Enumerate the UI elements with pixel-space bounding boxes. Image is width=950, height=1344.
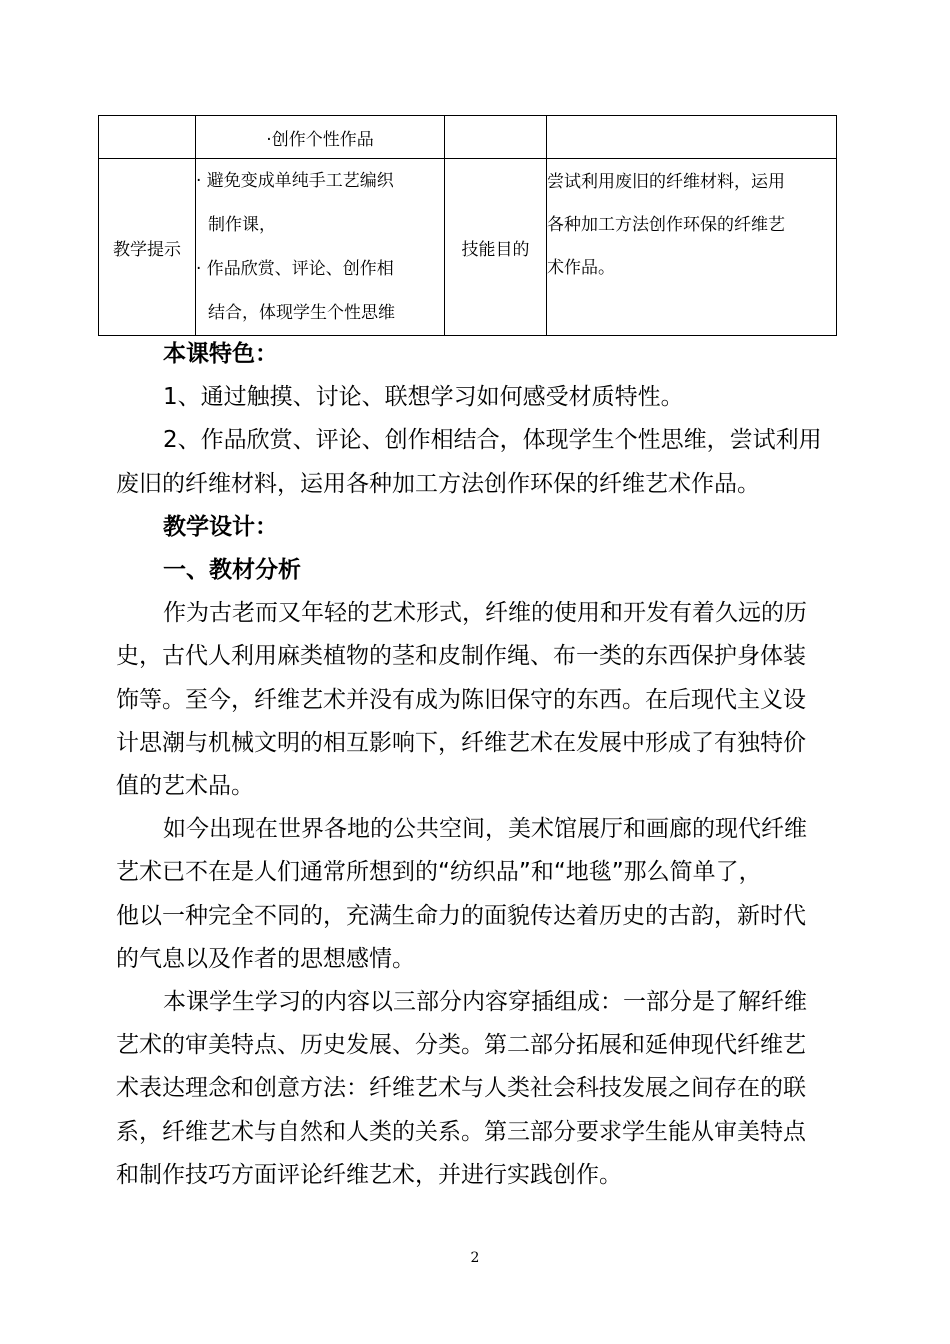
section-heading: 一、教材分析 [163,557,301,584]
paragraph-line: 本课学生学习的内容以三部分内容穿插组成：一部分是了解纤维 [163,989,807,1016]
skill-goal-content [547,159,837,336]
creative-work-text: ·创作个性作品 [266,129,374,150]
table-cell [196,116,445,159]
paragraph-line: 他以一种完全不同的，充满生命力的面貌传达着历史的古韵，新时代 [116,902,806,929]
design-heading: 教学设计： [163,513,278,540]
feature-item-line: 2、作品欣赏、评论、创作相结合，体现学生个性思维，尝试利用 [163,427,822,454]
table-row [99,116,837,159]
page-number: 2 [470,1250,480,1266]
table-cell-empty [445,116,547,159]
feature-item-line: 废旧的纤维材料，运用各种加工方法创作环保的纤维艺术作品。 [116,470,760,497]
tips-line: · 避免变成单纯手工艺编织 [196,171,394,191]
tips-line: 结合，体现学生个性思维 [208,303,395,323]
tips-line: · 作品欣赏、评论、创作相 [196,259,394,279]
tips-line: 制作课， [208,215,276,235]
body-text [116,333,840,1197]
paragraph-line: 术表达理念和创意方法：纤维艺术与人类社会科技发展之间存在的联 [116,1075,806,1102]
table-cell-empty [99,116,196,159]
teaching-tips-label: 教学提示 [113,239,181,260]
paragraph-line: 如今出现在世界各地的公共空间，美术馆展厅和画廊的现代纤维 [163,816,807,843]
paragraph-line: 饰等。至今，纤维艺术并没有成为陈旧保守的东西。在后现代主义设 [116,686,806,713]
table-row [99,159,837,336]
paragraph-line: 的气息以及作者的思想感情。 [116,945,415,972]
info-table [98,115,837,336]
paragraph-line: 艺术的审美特点、历史发展、分类。第二部分拓展和延伸现代纤维艺 [116,1032,806,1059]
skill-goal-label: 技能目的 [461,239,530,260]
teaching-tips-content [196,159,445,336]
paragraph-line: 作为古老而又年轻的艺术形式，纤维的使用和开发有着久远的历 [163,600,807,627]
paragraph-line: 系，纤维艺术与自然和人类的关系。第三部分要求学生能从审美特点 [116,1118,806,1145]
paragraph-line: 值的艺术品。 [116,773,254,800]
table-cell-label [99,159,196,336]
table-cell-label [445,159,547,336]
paragraph-line: 史，古代人利用麻类植物的茎和皮制作绳、布一类的东西保护身体装 [116,643,806,670]
paragraph-line: 艺术已不在是人们通常所想到的“纺织品”和“地毯”那么简单了， [116,859,762,886]
skill-line: 各种加工方法创作环保的纤维艺 [547,215,785,235]
feature-item: 1、通过触摸、讨论、联想学习如何感受材质特性。 [163,384,684,411]
features-heading: 本课特色： [163,341,278,367]
paragraph-line: 和制作技巧方面评论纤维艺术，并进行实践创作。 [116,1161,622,1188]
paragraph-line: 计思潮与机械文明的相互影响下，纤维艺术在发展中形成了有独特价 [116,729,806,756]
skill-line: 尝试利用废旧的纤维材料，运用 [547,172,785,192]
table-cell-empty [547,116,837,159]
skill-line: 术作品。 [547,258,615,278]
